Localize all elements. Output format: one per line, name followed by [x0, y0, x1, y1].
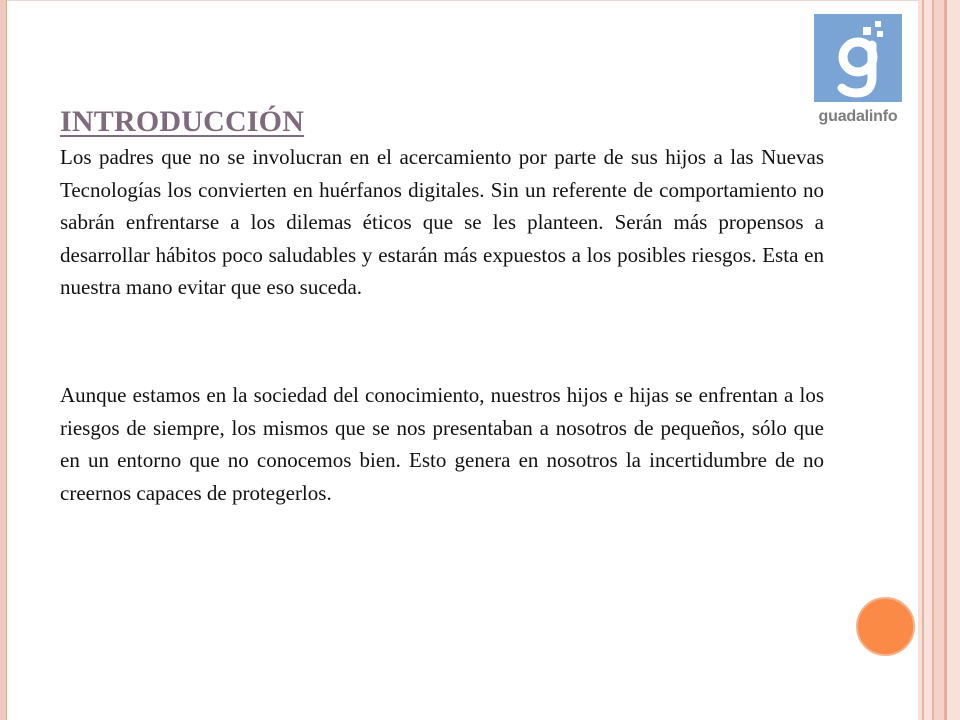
guadalinfo-logo: [814, 14, 902, 126]
paragraph-1: Los padres que no se involucran en el acercamiento por parte de sus hijos a las Nuevas Tecnologías los convierten en huérfanos digitales. Sin un referente de comportamiento no sabrán enfrentarse a los dilemas éticos que se les planteen. Serán más propensos a desarrollar hábitos poco saludables y estarán más expuestos a los posibles riesgos. Esta en nuestra mano evitar que eso suceda.: [60, 145, 824, 299]
decorative-orange-circle: [856, 597, 915, 656]
paragraph-2: Aunque estamos en la sociedad del conocimiento, nuestros hijos e hijas se enfrentan a los riesgos de siempre, los mismos que se nos presentaban a nosotros de pequeños, sólo que en un entorno que no conocemos bien. Esto genera en nosotros la incertidumbre de no creernos capaces de protegerlos.: [60, 383, 824, 505]
top-border-line: [0, 0, 960, 1]
logo-wordmark: guadalinfo: [818, 108, 898, 125]
g-glyph-icon: [814, 14, 902, 102]
left-border: [0, 0, 7, 720]
stripe: [924, 0, 932, 720]
right-decorative-stripes: [918, 0, 960, 720]
stripe: [947, 0, 960, 720]
slide-title: INTRODUCCIÓN: [60, 105, 305, 138]
stripe: [934, 0, 944, 720]
guadalinfo-g-icon: [814, 14, 902, 102]
